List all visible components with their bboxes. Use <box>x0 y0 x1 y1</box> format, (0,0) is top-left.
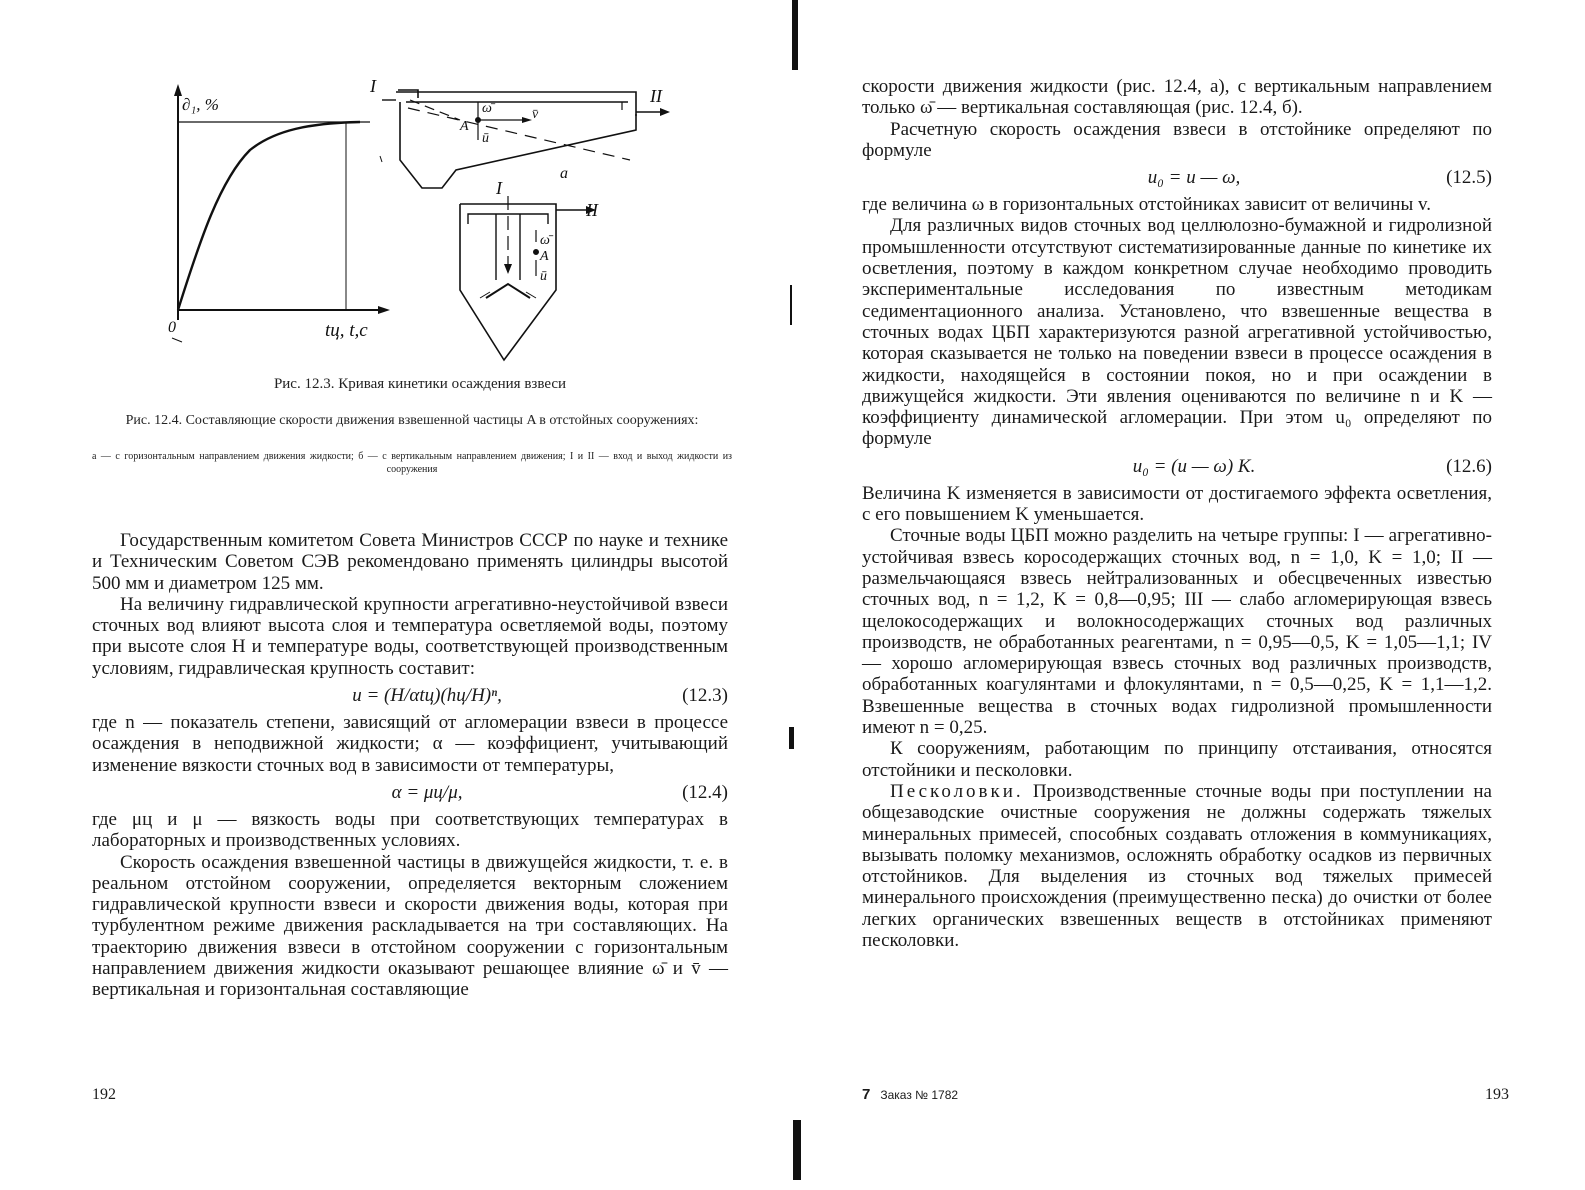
vtank-inlet-label: I <box>496 178 502 198</box>
right-paragraph-8 <box>862 781 1492 951</box>
kinetics-curve <box>178 122 360 310</box>
htank-v-arrow <box>522 117 532 123</box>
page-right <box>795 0 1585 1190</box>
vtank-deflector <box>486 284 530 298</box>
left-body-text <box>92 530 728 1001</box>
page-number-right: 193 <box>1485 1086 1509 1103</box>
htank-outlet-arrow <box>660 108 670 116</box>
htank-trajectory <box>408 108 630 160</box>
caption-fig-12-3: Рис. 12.3. Кривая кинетики осаждения взвеси <box>273 376 567 392</box>
formula-12-6 <box>862 454 1492 479</box>
formula-12-6-expr: u₀ = (u — ω) K. <box>1132 455 1256 477</box>
htank-variant-label: a <box>560 165 568 182</box>
signature-order: Заказ № 1782 <box>880 1088 959 1102</box>
vtank-flow-arrow <box>504 264 512 274</box>
htank-w-label: ω̄ <box>482 101 492 116</box>
formula-12-3 <box>92 683 728 708</box>
htank-v-label: v̄ <box>532 107 539 122</box>
caption-fig-12-4-legend: а — с горизонтальным направлением движения жидкости; б — с вертикальным направлением движения; I и II — вход и выход жидкости из сооружения <box>92 451 732 475</box>
vtank-particle <box>534 250 539 255</box>
left-paragraph-5: Скорость осаждения взвешенной частицы в движущейся жидкости, т. е. в реальном отстойном сооружении, определяется векторным сложением гидравлической крупности взвеси и скорости движения воды, которая при турбулентном режиме движения раскладывается на три составляющих. На траекторию движения взвеси в отстойном сооружении с горизонтальным направлением движения жидкости оказывают решающее влияние ω̄ и v̄ — вертикальная и горизонтальная составляющие <box>92 851 728 1001</box>
formula-12-5 <box>862 165 1492 190</box>
right-paragraph-1: скорости движения жидкости (рис. 12.4, а), с вертикальным направлением только ω̄ — вертикальная составляющая (рис. 12.4, б). <box>862 76 1492 119</box>
graph-y-arrow <box>174 84 182 96</box>
right-paragraph-6: Сточные воды ЦБП можно разделить на четыре группы: I — агрегативно-устойчивая взвесь коросодержащих сточных вод, n = 1,0, K = 1,0; II — размельчающаяся взвесь нейтрализованных и обесцвеченных известью сточных вод, n = 1,2, K = 0,8—0,95; III — слабо агломерирующая взвесь щелокосодержащих и волокносодержащих сточных вод различных производств, не обработанных реагентами, n = 0,95—0,5, K = 1,05—1,1; IV — хорошо агломерирующая взвесь сточных вод различных производств, обработанных коагулянтами и флокулянтами, n = 0,5—0,25, K = 1,1—1,2. Взвешенные вещества в сточных водах гидролизной промышленности имеют n = 0,25. <box>862 525 1492 739</box>
right-paragraph-8-text: Производственные сточные воды при поступлении на общезаводские очистные сооружения не должны содержать тяжелых минеральных примесей, способных создавать отложения в коммуникациях, вызывать поломку механизмов, осложнять обработку осадков из первичных отстойников. Для выделения из сточных вод тяжелых примесей минерального происхождения (преимущественно песка) до очистки от более легких органических взвешенных веществ в отстойниках применяют песколовки. <box>862 780 1492 951</box>
page-number-left: 192 <box>92 1086 116 1103</box>
formula-12-3-number: (12.3) <box>682 684 728 706</box>
kinetics-graph <box>172 84 390 342</box>
figure-12-3-12-4 <box>160 70 680 370</box>
vtank-u-label: ū <box>540 269 547 284</box>
graph-x-arrow <box>378 306 390 314</box>
formula-12-6-number: (12.6) <box>1446 455 1492 477</box>
vertical-tank <box>460 196 596 360</box>
graph-tick-mark <box>172 338 182 342</box>
htank-scan-mark <box>380 156 382 162</box>
htank-outlet-label: II <box>650 86 662 106</box>
right-paragraph-2: Расчетную скорость осаждения взвеси в отстойнике определяют по формуле <box>862 118 1492 161</box>
right-body-text <box>862 76 1492 951</box>
htank-top <box>396 92 636 116</box>
right-paragraph-4: Для различных видов сточных вод целлюлозно-бумажной и гидролизной промышленности отсутствуют систематизированные данные по кинетике их осветления, поэтому в каждом конкретном случае необходимо проводить экспериментальные исследования по известным методикам седиментационного анализа. Установлено, что взвешенные вещества в сточных водах ЦБП характеризуются разной агрегативной устойчивостью, которая сказывается не только на поведении взвеси в процессе осаждения в жидкости, находящейся в состоянии покоя, но и при осаждении в движущейся жидкости. Эти явления оцениваются по величине n и K — коэффициенту динамической агломерации. При этом u₀ определяют по формуле <box>862 215 1492 450</box>
formula-12-4 <box>92 780 728 805</box>
vtank-w-label: ω̄ <box>540 233 550 248</box>
right-paragraph-7: К сооружениям, работающим по принципу отстаивания, относятся отстойники и песколовки. <box>862 738 1492 781</box>
horizontal-tank <box>380 90 670 188</box>
htank-inlet-label: I <box>370 76 376 96</box>
signature-number: 7 <box>862 1086 871 1103</box>
section-heading-peskolovki: Песколовки. <box>890 780 1024 802</box>
htank-particle <box>476 118 481 123</box>
printer-signature <box>862 1086 958 1103</box>
formula-12-4-expr: α = μц/μ, <box>391 781 463 803</box>
formula-12-5-number: (12.5) <box>1446 167 1492 189</box>
formula-12-5-expr: u₀ = u — ω, <box>1147 167 1241 189</box>
vtank-particle-label: A <box>540 249 549 264</box>
graph-x-label: tц, t,c <box>325 320 368 341</box>
formula-12-4-number: (12.4) <box>682 781 728 803</box>
left-paragraph-1: Государственным комитетом Совета Министров СССР по науке и технике и Техническим Советом СЭВ рекомендовано применять цилиндры высотой 500 мм и диаметром 125 мм. <box>92 530 728 594</box>
left-paragraph-2: На величину гидравлической крупности агрегативно-неустойчивой взвеси сточных вод влияют высота слоя и температура осветляемой воды, поэтому при высоте слоя H и температуре воды, соответствующей производственным условиям, гидравлическая крупность составит: <box>92 593 728 679</box>
page-left <box>0 0 790 1190</box>
right-paragraph-3: где величина ω в горизонтальных отстойниках зависит от величины v. <box>862 194 1432 216</box>
left-paragraph-3: где n — показатель степени, зависящий от агломерации взвеси в процессе осаждения в неподвижной жидкости; α — коэффициент, учитывающий изменение вязкости сточных вод в зависимости от температуры, <box>92 712 728 776</box>
htank-inlet-pipe <box>398 90 418 98</box>
vtank-outlet-label: II <box>586 200 598 220</box>
figure-svg <box>160 70 680 370</box>
htank-particle-label: A <box>460 119 469 134</box>
graph-y-label: ∂₁, % <box>182 95 219 114</box>
caption-fig-12-4-title: Рис. 12.4. Составляющие скорости движения взвешенной частицы A в отстойных сооружениях: <box>125 413 699 428</box>
left-paragraph-4: где μц и μ — вязкость воды при соответствующих температурах в лабораторных и производственных условиях. <box>92 808 728 852</box>
formula-12-3-expr: u = (H/αtц)(hц/H)ⁿ, <box>352 684 502 706</box>
graph-origin-label: 0 <box>168 319 176 336</box>
right-paragraph-5: Величина K изменяется в зависимости от достигаемого эффекта осветления, с его повышением K уменьшается. <box>862 482 1492 526</box>
htank-u-label: ū <box>482 131 489 146</box>
gutter-mark-mid <box>790 285 792 325</box>
